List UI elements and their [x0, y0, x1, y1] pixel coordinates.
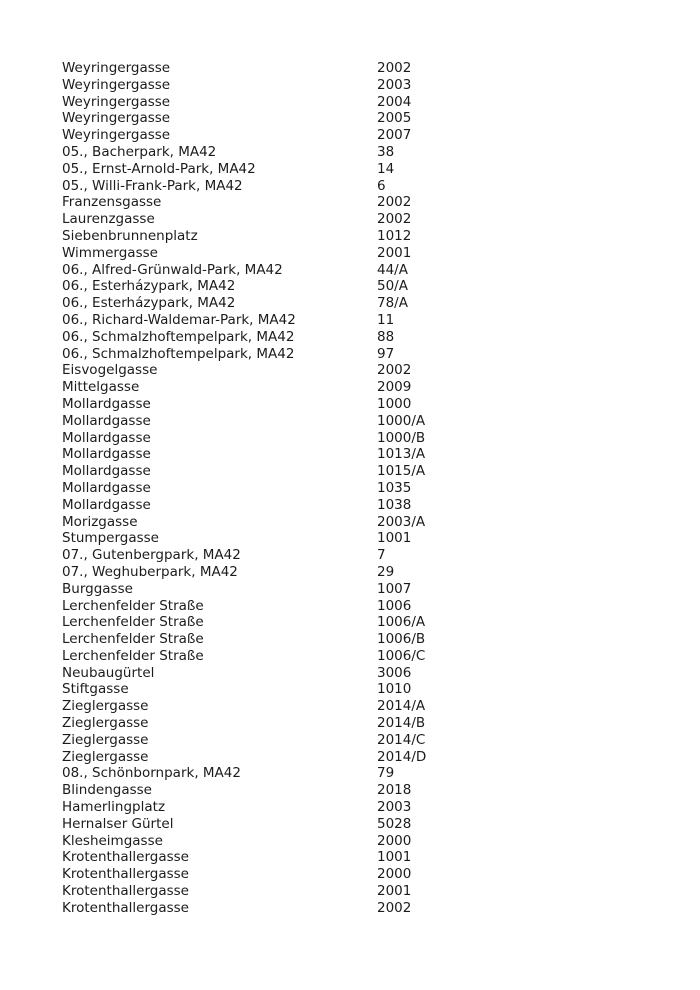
table-row	[62, 849, 660, 866]
table-row	[62, 833, 660, 850]
location-name: 05., Willi-Frank-Park, MA42	[62, 177, 243, 194]
table-row	[62, 127, 660, 144]
location-name: 06., Richard-Waldemar-Park, MA42	[62, 311, 296, 328]
location-name: Burggasse	[62, 580, 133, 597]
location-name: 05., Ernst-Arnold-Park, MA42	[62, 160, 256, 177]
table-row	[62, 816, 660, 833]
table-row	[62, 396, 660, 413]
location-code: 11	[377, 311, 395, 328]
table-row	[62, 547, 660, 564]
location-code: 1001	[377, 849, 412, 866]
table-row	[62, 732, 660, 749]
location-name: 06., Schmalzhoftempelpark, MA42	[62, 328, 295, 345]
location-code: 1007	[377, 580, 412, 597]
table-row	[62, 749, 660, 766]
table-row	[62, 564, 660, 581]
location-code: 2003	[377, 76, 412, 93]
location-code: 2014/D	[377, 748, 427, 765]
location-name: Mollardgasse	[62, 496, 151, 513]
table-row	[62, 631, 660, 648]
table-row	[62, 110, 660, 127]
location-name: Neubaugürtel	[62, 664, 155, 681]
table-row	[62, 194, 660, 211]
location-code: 2003	[377, 799, 412, 816]
location-name: 05., Bacherpark, MA42	[62, 143, 217, 160]
location-name: 08., Schönbornpark, MA42	[62, 765, 241, 782]
table-row	[62, 446, 660, 463]
table-row	[62, 883, 660, 900]
location-code: 1000	[377, 395, 412, 412]
location-code: 2007	[377, 127, 412, 144]
location-code: 2005	[377, 110, 412, 127]
location-name: Eisvogelgasse	[62, 362, 158, 379]
table-row	[62, 799, 660, 816]
table-row	[62, 245, 660, 262]
table-row	[62, 178, 660, 195]
table-row	[62, 161, 660, 178]
location-code: 78/A	[377, 295, 408, 312]
table-row	[62, 866, 660, 883]
location-code: 2014/A	[377, 698, 426, 715]
location-code: 2002	[377, 211, 412, 228]
location-name: Mollardgasse	[62, 429, 151, 446]
location-name: Lerchenfelder Straße	[62, 597, 204, 614]
location-code: 88	[377, 328, 395, 345]
location-code: 38	[377, 143, 395, 160]
location-name: Weyringergasse	[62, 110, 171, 127]
table-row	[62, 379, 660, 396]
location-name: Lerchenfelder Straße	[62, 647, 204, 664]
location-code: 2002	[377, 362, 412, 379]
location-code: 2000	[377, 832, 412, 849]
location-name: 06., Schmalzhoftempelpark, MA42	[62, 345, 295, 362]
location-name: Lerchenfelder Straße	[62, 631, 204, 648]
location-name: Mollardgasse	[62, 395, 151, 412]
table-row	[62, 900, 660, 917]
location-name: Stumpergasse	[62, 530, 159, 547]
location-code: 2018	[377, 782, 412, 799]
location-name: Weyringergasse	[62, 127, 171, 144]
location-name: 06., Esterházypark, MA42	[62, 295, 236, 312]
location-name: Mollardgasse	[62, 446, 151, 463]
table-row	[62, 665, 660, 682]
location-code: 1012	[377, 227, 412, 244]
location-name: Wimmergasse	[62, 244, 158, 261]
location-code: 1001	[377, 530, 412, 547]
location-code: 50/A	[377, 278, 408, 295]
table-row	[62, 430, 660, 447]
location-code: 14	[377, 160, 395, 177]
location-name: Krotenthallergasse	[62, 866, 189, 883]
table-row	[62, 480, 660, 497]
location-code: 2014/C	[377, 731, 426, 748]
location-code: 1000/A	[377, 412, 426, 429]
table-row	[62, 362, 660, 379]
table-row	[62, 765, 660, 782]
location-name: Zieglergasse	[62, 731, 149, 748]
location-name: Mollardgasse	[62, 412, 151, 429]
location-code: 2001	[377, 883, 412, 900]
location-code: 2000	[377, 866, 412, 883]
table-row	[62, 228, 660, 245]
location-code: 7	[377, 547, 386, 564]
location-name: Krotenthallergasse	[62, 883, 189, 900]
location-name: Weyringergasse	[62, 60, 171, 76]
table-row	[62, 463, 660, 480]
location-name: Zieglergasse	[62, 748, 149, 765]
location-name: Klesheimgasse	[62, 832, 163, 849]
location-name: Weyringergasse	[62, 93, 171, 110]
table-row	[62, 295, 660, 312]
location-code: 5028	[377, 815, 412, 832]
table-row	[62, 530, 660, 547]
location-code: 1000/B	[377, 429, 426, 446]
location-code: 1013/A	[377, 446, 426, 463]
location-code: 2009	[377, 379, 412, 396]
location-name: Weyringergasse	[62, 76, 171, 93]
location-code: 29	[377, 563, 395, 580]
location-name: Hamerlingplatz	[62, 799, 166, 816]
table-row	[62, 648, 660, 665]
location-name: Mollardgasse	[62, 479, 151, 496]
table-row	[62, 94, 660, 111]
location-name: Blindengasse	[62, 782, 152, 799]
location-name: Zieglergasse	[62, 715, 149, 732]
table-row	[62, 715, 660, 732]
table-row	[62, 514, 660, 531]
location-code: 1035	[377, 479, 412, 496]
location-name: 06., Alfred-Grünwald-Park, MA42	[62, 261, 283, 278]
location-code: 1015/A	[377, 463, 426, 480]
location-code: 1006	[377, 597, 412, 614]
location-code: 3006	[377, 664, 412, 681]
location-code: 1010	[377, 681, 412, 698]
location-code: 1006/B	[377, 631, 426, 648]
location-name: Krotenthallergasse	[62, 899, 189, 916]
location-code: 2002	[377, 899, 412, 916]
location-name: Laurenzgasse	[62, 211, 155, 228]
location-name: Mollardgasse	[62, 463, 151, 480]
location-name: Franzensgasse	[62, 194, 162, 211]
table-row	[62, 144, 660, 161]
location-code: 1006/C	[377, 647, 426, 664]
table-row	[62, 497, 660, 514]
location-name: Mittelgasse	[62, 379, 140, 396]
location-code: 2002	[377, 194, 412, 211]
location-name: 06., Esterházypark, MA42	[62, 278, 236, 295]
table-row	[62, 782, 660, 799]
table-row	[62, 278, 660, 295]
location-name: Siebenbrunnenplatz	[62, 227, 198, 244]
table-row	[62, 681, 660, 698]
table-row	[62, 346, 660, 363]
location-name: Stiftgasse	[62, 681, 129, 698]
location-code: 2002	[377, 60, 412, 76]
location-code: 2014/B	[377, 715, 426, 732]
location-code: 1038	[377, 496, 412, 513]
location-name: Zieglergasse	[62, 698, 149, 715]
location-code: 2001	[377, 244, 412, 261]
location-code: 97	[377, 345, 395, 362]
location-name: Morizgasse	[62, 513, 138, 530]
location-name: Krotenthallergasse	[62, 849, 189, 866]
location-name: 07., Weghuberpark, MA42	[62, 563, 238, 580]
table-row	[62, 413, 660, 430]
location-name: 07., Gutenbergpark, MA42	[62, 547, 241, 564]
table-row	[62, 598, 660, 615]
location-code: 2003/A	[377, 513, 426, 530]
location-code: 79	[377, 765, 395, 782]
location-code: 1006/A	[377, 614, 426, 631]
table-row	[62, 312, 660, 329]
location-name: Hernalser Gürtel	[62, 815, 174, 832]
table-row	[62, 614, 660, 631]
location-code: 44/A	[377, 261, 408, 278]
table-row	[62, 581, 660, 598]
table-row	[62, 77, 660, 94]
table-row	[62, 329, 660, 346]
table-row	[62, 698, 660, 715]
location-code: 2004	[377, 93, 412, 110]
table-row	[62, 211, 660, 228]
location-code: 6	[377, 177, 386, 194]
table-row	[62, 60, 660, 77]
table-row	[62, 262, 660, 279]
location-name: Lerchenfelder Straße	[62, 614, 204, 631]
